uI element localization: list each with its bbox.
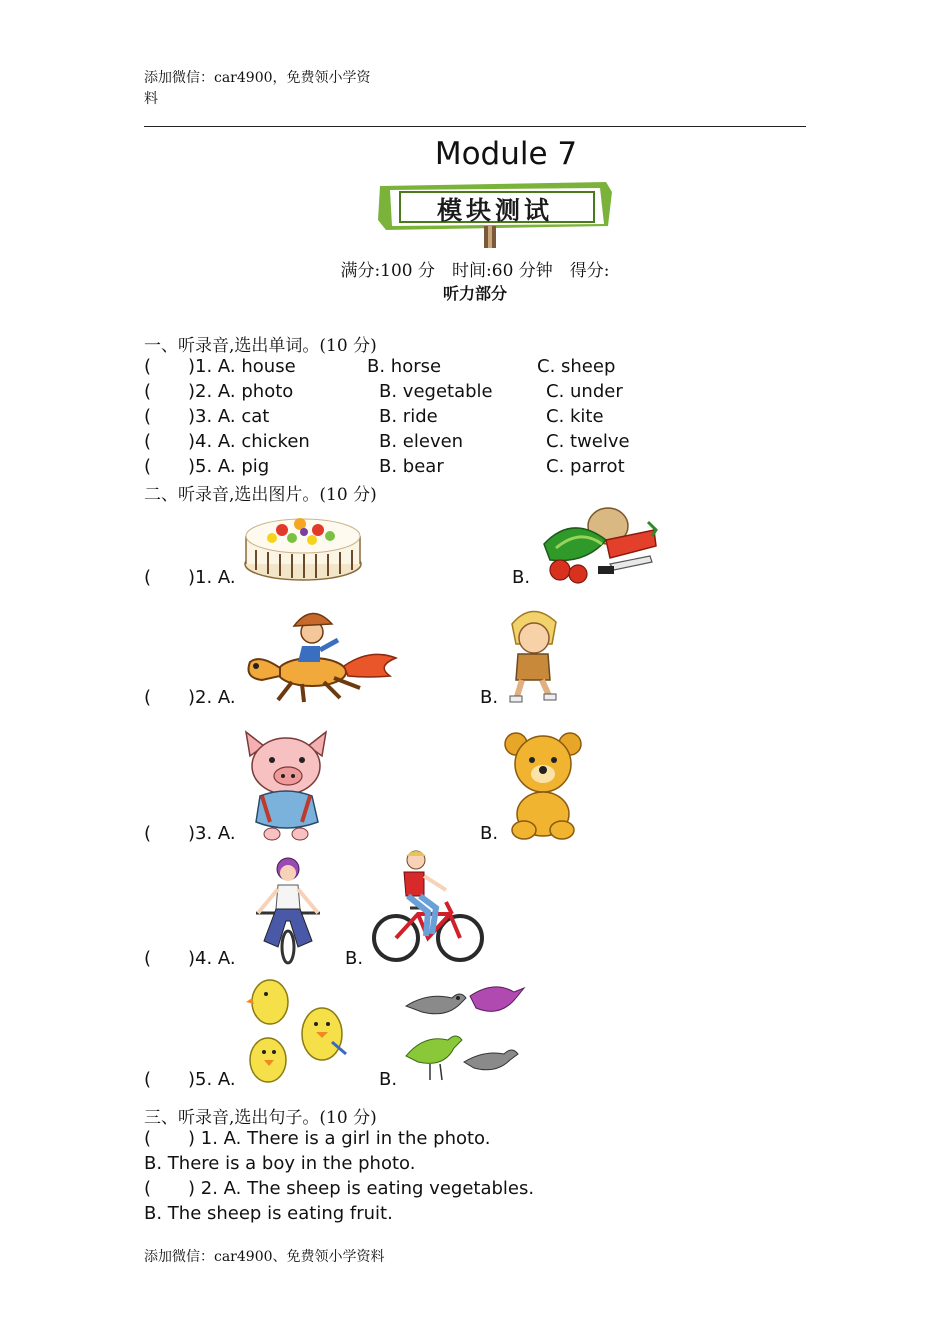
banner-text: 模块测试 (436, 196, 553, 225)
section2-heading: 二、听录音,选出图片。(10 分) (144, 485, 377, 505)
s1-q4-option-b: B. eleven (379, 431, 464, 452)
answer-blank[interactable]: ( (144, 431, 152, 452)
boy-running-picture[interactable] (500, 604, 564, 710)
s1-question-1 (144, 356, 296, 377)
score-line: 满分:100 分 时间:60 分钟 得分: (340, 261, 610, 281)
s2-q4-option-b: B. (345, 948, 364, 969)
option-a: )4. A. chicken (188, 431, 310, 452)
option-a: )1. A. (188, 567, 236, 588)
s3-question-2 (144, 1178, 534, 1199)
option-a: )2. A. photo (188, 381, 294, 402)
chicks-picture[interactable] (244, 976, 350, 1090)
answer-blank[interactable]: ( (144, 356, 152, 377)
s2-q3-option-b: B. (480, 823, 499, 844)
s1-q2-option-c: C. under (546, 381, 623, 402)
option-a: )4. A. (188, 948, 236, 969)
answer-blank[interactable]: ( (144, 381, 152, 402)
s1-question-2 (144, 381, 293, 402)
listening-heading: 听力部分 (442, 284, 507, 303)
option-a: )1. A. house (188, 356, 296, 377)
girl-cycling-picture[interactable] (250, 855, 326, 969)
option-a: )5. A. (188, 1069, 236, 1090)
boy-bicycle-picture[interactable] (368, 850, 486, 970)
s1-q1-option-b: B. horse (367, 356, 442, 377)
s1-q4-option-c: C. twelve (546, 431, 630, 452)
header-rule (144, 126, 806, 127)
s3-question-1 (144, 1128, 490, 1149)
horse-rider-picture[interactable] (240, 602, 398, 708)
answer-blank[interactable]: ( (144, 567, 152, 588)
s1-question-4 (144, 431, 310, 452)
s2-q2-option-b: B. (480, 687, 499, 708)
answer-blank[interactable]: ( (144, 456, 152, 477)
s1-q5-option-c: C. parrot (546, 456, 625, 477)
pig-picture[interactable] (240, 726, 332, 846)
s3-q2-option-a: ) 2. A. The sheep is eating vegetables. (188, 1178, 535, 1199)
answer-blank[interactable]: ( (144, 1069, 152, 1090)
teddy-bear-picture[interactable] (502, 730, 584, 844)
s2-question-1 (144, 567, 236, 588)
cake-picture[interactable] (242, 508, 364, 588)
vegetables-picture[interactable] (536, 504, 660, 590)
s1-q1-option-c: C. sheep (537, 356, 616, 377)
s2-question-5 (144, 1069, 236, 1090)
s1-q5-option-b: B. bear (379, 456, 444, 477)
s1-q3-option-c: C. kite (546, 406, 604, 427)
section1-heading: 一、听录音,选出单词。(10 分) (144, 336, 377, 356)
option-a: )3. A. cat (188, 406, 270, 427)
s1-q3-option-b: B. ride (379, 406, 438, 427)
option-a: )3. A. (188, 823, 236, 844)
page-title: Module 7 (434, 136, 578, 172)
birds-picture[interactable] (400, 978, 526, 1090)
s2-q5-option-b: B. (379, 1069, 398, 1090)
s3-q2-option-b: B. The sheep is eating fruit. (144, 1203, 393, 1224)
answer-blank[interactable]: ( (144, 948, 152, 969)
section3-heading: 三、听录音,选出句子。(10 分) (144, 1108, 377, 1128)
s3-q1-option-a: ) 1. A. There is a girl in the photo. (188, 1128, 491, 1149)
s3-q1-option-b: B. There is a boy in the photo. (144, 1153, 416, 1174)
s2-question-3 (144, 823, 236, 844)
answer-blank[interactable]: ( (144, 687, 152, 708)
test-banner (376, 180, 614, 250)
header-note: 添加微信：car4900，免费领小学资料 (144, 70, 371, 107)
answer-blank[interactable]: ( (144, 1178, 152, 1199)
s2-question-2 (144, 687, 236, 708)
s1-question-3 (144, 406, 269, 427)
s2-q1-option-b: B. (512, 567, 531, 588)
s1-q2-option-b: B. vegetable (379, 381, 493, 402)
s2-question-4 (144, 948, 236, 969)
s1-question-5 (144, 456, 269, 477)
option-a: )2. A. (188, 687, 236, 708)
answer-blank[interactable]: ( (144, 1128, 152, 1149)
answer-blank[interactable]: ( (144, 406, 152, 427)
footer-note: 添加微信：car4900、免费领小学资料 (144, 1249, 385, 1265)
option-a: )5. A. pig (188, 456, 270, 477)
answer-blank[interactable]: ( (144, 823, 152, 844)
